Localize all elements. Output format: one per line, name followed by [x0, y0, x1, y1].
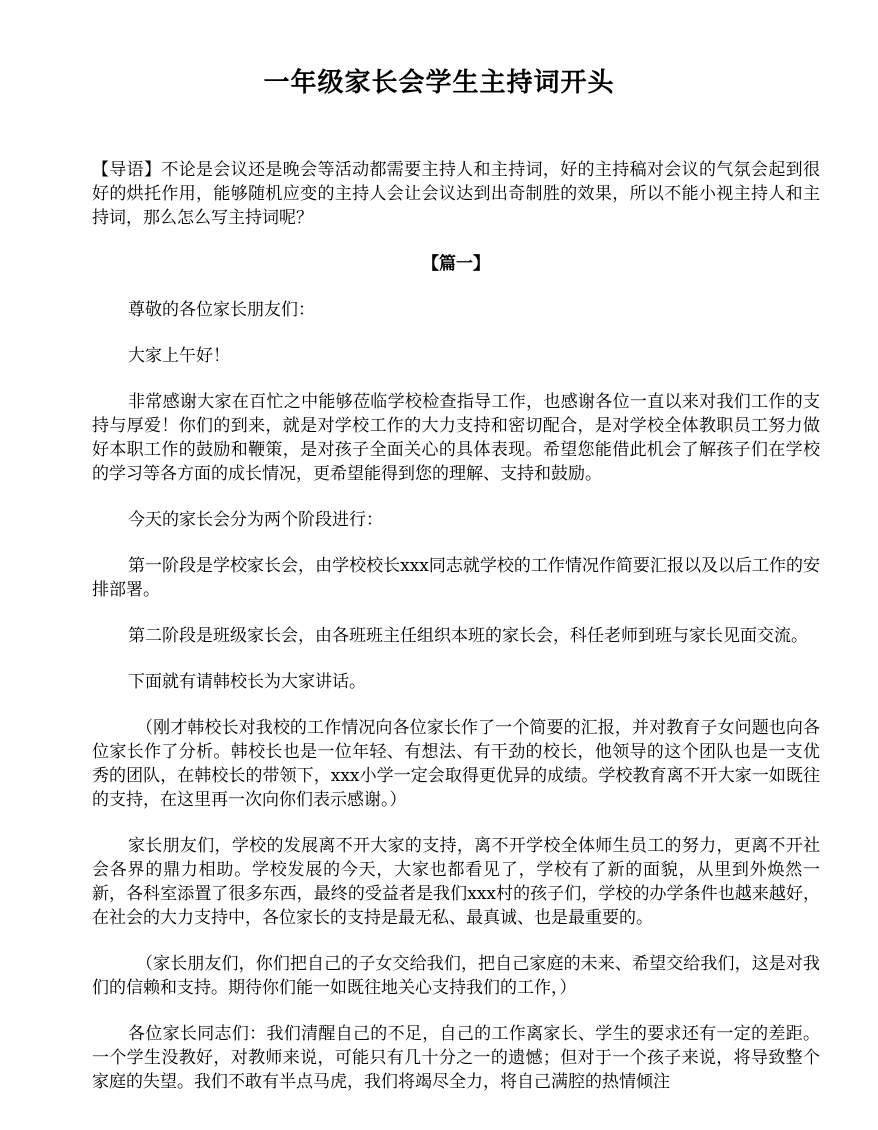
body-paragraph: 下面就有请韩校长为大家讲话。 — [128, 672, 366, 692]
salutation-paragraph: 尊敬的各位家长朋友们： — [128, 300, 315, 320]
parenthetical-paragraph: （家长朋友们，你们把自己的子女交给我们，把自己家庭的未来、希望交给我们，这是对我们的信赖和支持。期待你们能一如既往地关心支持我们的工作，） — [92, 954, 820, 998]
section-heading: 【篇一】 — [422, 254, 490, 274]
body-paragraph: 各位家长同志们：我们清醒自己的不足，自己的工作离家长、学生的要求还有一定的差距。一个学生没教好，对教师来说，可能只有几十分之一的遗憾；但对于一个孩子来说，将导致整个家庭的失望。我们不敢有半点马虎，我们将竭尽全力，将自己满腔的热情倾注 — [92, 1024, 820, 1092]
body-paragraph: 第一阶段是学校家长会，由学校校长xxx同志就学校的工作情况作简要汇报以及以后工作的安排部署。 — [92, 556, 820, 600]
body-paragraph: 今天的家长会分为两个阶段进行： — [128, 510, 383, 530]
document-body — [92, 158, 820, 1094]
body-paragraph: 家长朋友们，学校的发展离不开大家的支持，离不开学校全体师生员工的努力，更离不开社会各界的鼎力相助。学校发展的今天，大家也都看见了，学校有了新的面貌，从里到外焕然一新，各科室添置了很多东西，最终的受益者是我们xxx村的孩子们，学校的办学条件也越来越好，在社会的大力支持中，各位家长的支持是最无私、最真诚、也是最重要的。 — [92, 836, 820, 928]
body-paragraph: 第二阶段是班级家长会，由各班班主任组织本班的家长会，科任老师到班与家长见面交流。 — [128, 626, 808, 646]
document-title: 一年级家长会学生主持词开头 — [263, 68, 615, 98]
parenthetical-paragraph: （刚才韩校长对我校的工作情况向各位家长作了一个简要的汇报，并对教育子女问题也向各位家长作了分析。韩校长也是一位年轻、有想法、有干劲的校长，他领导的这个团队也是一支优秀的团队，在韩校长的带领下，xxx小学一定会取得更优异的成绩。学校教育离不开大家一如既往的支持，在这里再一次向你们表示感谢。） — [92, 718, 820, 810]
greeting-paragraph: 大家上午好！ — [128, 346, 230, 366]
body-paragraph: 非常感谢大家在百忙之中能够莅临学校检查指导工作，也感谢各位一直以来对我们工作的支持与厚爱！你们的到来，就是对学校工作的大力支持和密切配合，是对学校全体教职员工努力做好本职工作的鼓励和鞭策，是对孩子全面关心的具体表现。希望您能借此机会了解孩子们在学校的学习等各方面的成长情况，更希望能得到您的理解、支持和鼓励。 — [92, 392, 820, 484]
intro-paragraph: 【导语】不论是会议还是晚会等活动都需要主持人和主持词，好的主持稿对会议的气氛会起到很好的烘托作用，能够随机应变的主持人会让会议达到出奇制胜的效果，所以不能小视主持人和主持词，那么怎么写主持词呢？ — [92, 160, 820, 228]
